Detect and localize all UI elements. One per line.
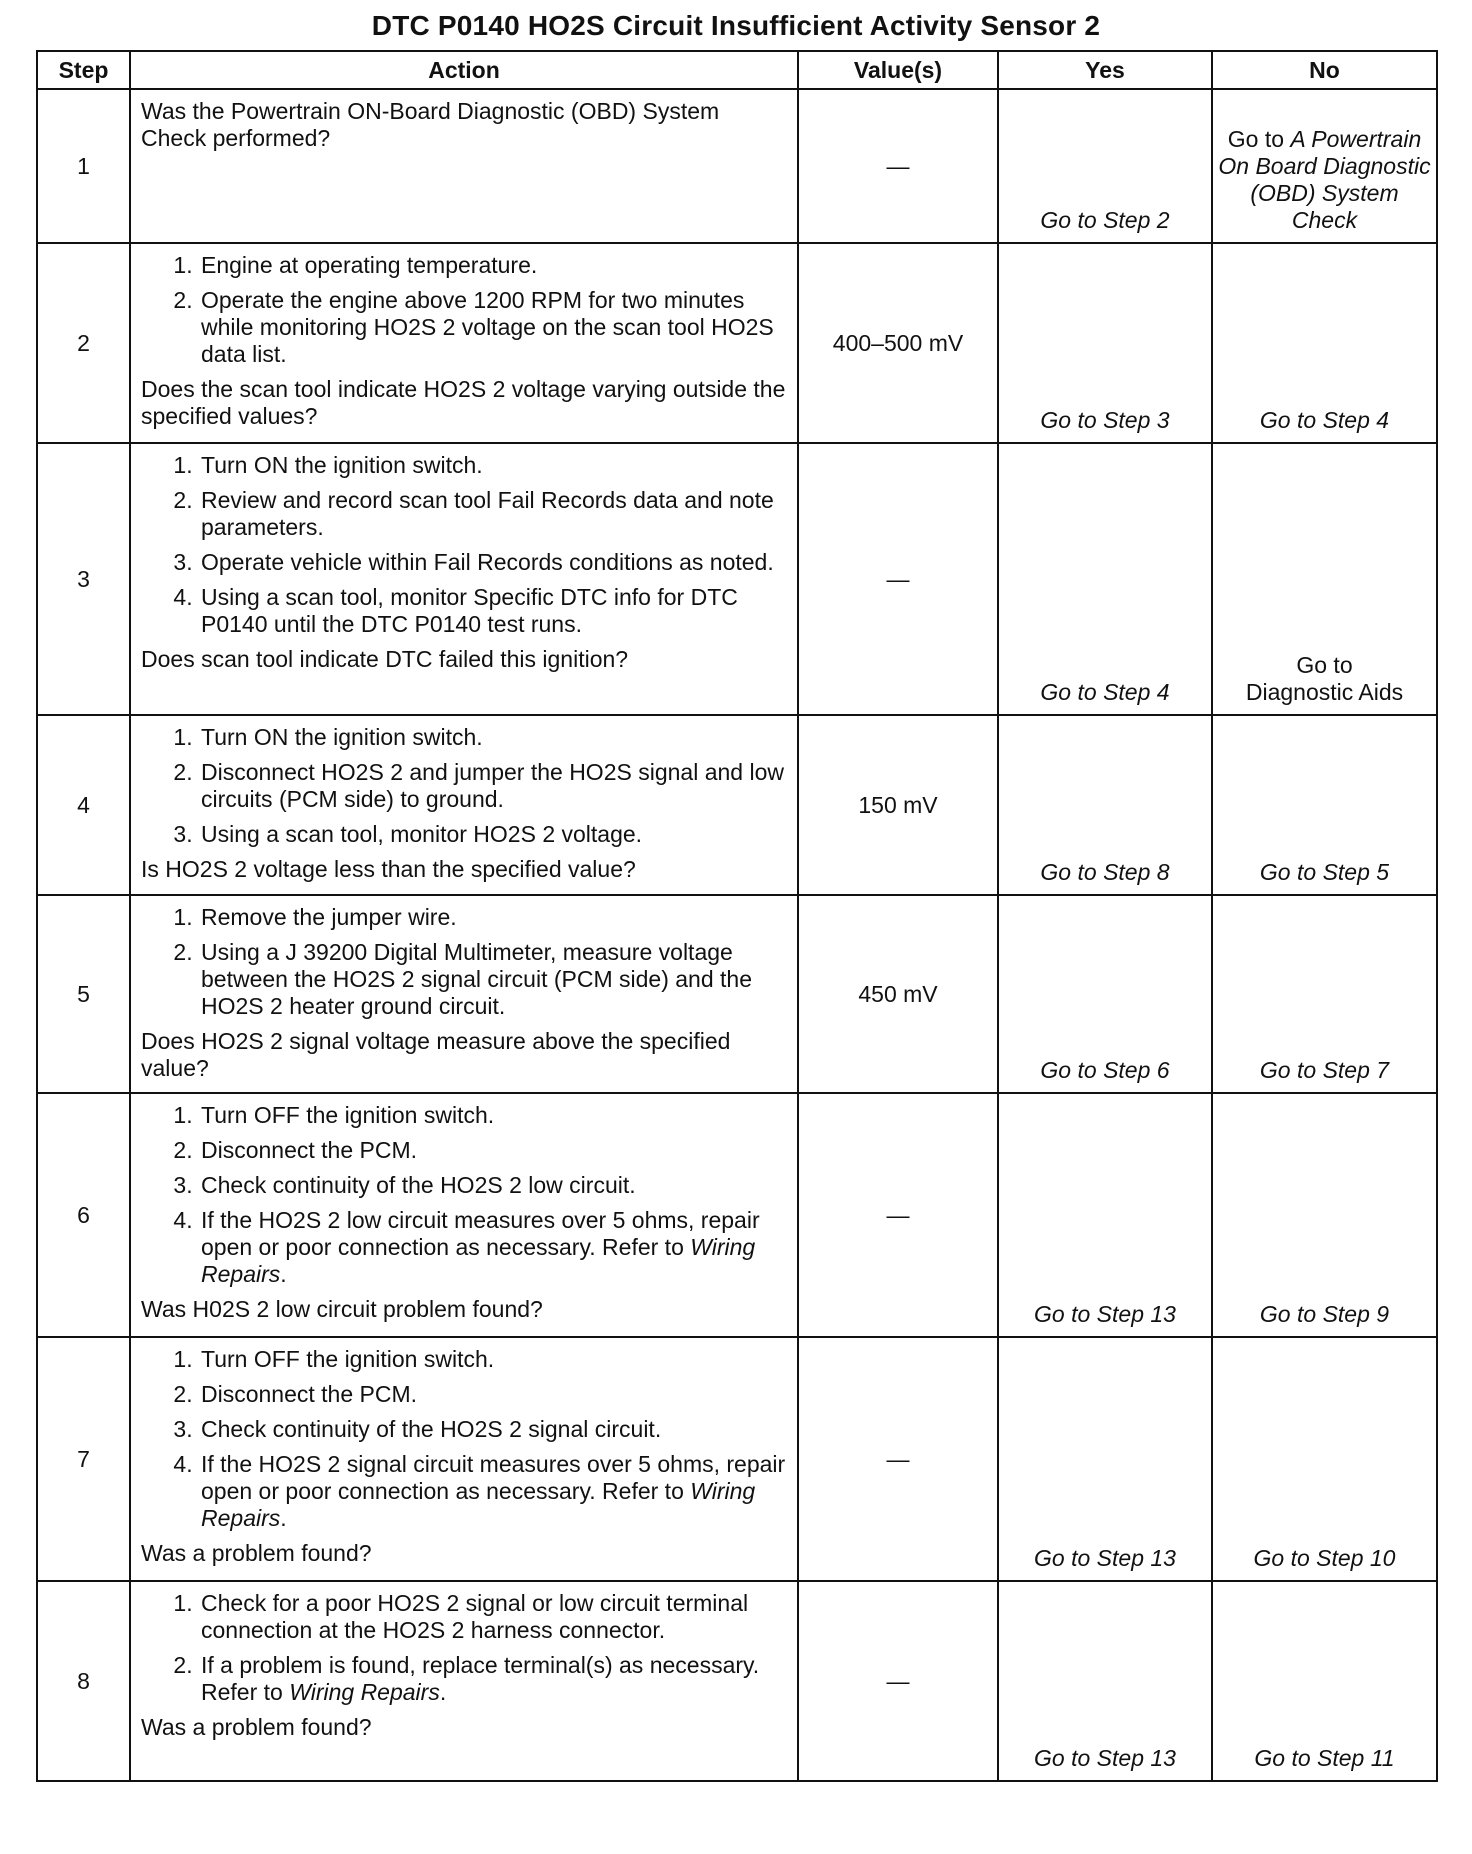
value-cell: — [798,1337,998,1581]
yes-link[interactable]: Go to Step 13 [998,1093,1212,1337]
yes-link[interactable]: Go to Step 13 [998,1581,1212,1781]
no-link[interactable]: Go to Step 10 [1212,1337,1437,1581]
action-item: 1. Check for a poor HO2S 2 signal or low circuit terminal connection at the HO2S 2 harness connector. [199,1590,789,1644]
action-item: 3. Operate vehicle within Fail Records conditions as noted. [199,549,789,576]
step-question: Does HO2S 2 signal voltage measure above the specified value? [141,1028,731,1081]
step-question: Does the scan tool indicate HO2S 2 voltage varying outside the specified values? [141,376,786,429]
table-row [37,443,1437,715]
no-cell [1212,443,1437,715]
step-question: Was the Powertrain ON-Board Diagnostic (OBD) System Check performed? [141,98,720,151]
header-action: Action [130,51,798,89]
action-item: 1. Remove the jumper wire. [199,904,789,931]
step-number: 1 [37,89,130,243]
step-question: Is HO2S 2 voltage less than the specified value? [141,856,636,882]
action-item: 2. Disconnect the PCM. [199,1137,789,1164]
value-cell: 400–500 mV [798,243,998,443]
value-cell: — [798,443,998,715]
no-link[interactable]: Go to Step 4 [1212,243,1437,443]
action-item: 3. Check continuity of the HO2S 2 signal circuit. [199,1416,789,1443]
step-number: 5 [37,895,130,1093]
step-question: Was a problem found? [141,1540,372,1566]
action-item-text: If the HO2S 2 low circuit measures over 5 ohms, repair open or poor connection as necessary. Refer to [201,1207,760,1260]
step-question: Was H02S 2 low circuit problem found? [141,1296,543,1322]
action-list [141,452,789,638]
action-item: 1. Engine at operating temperature. [199,252,789,279]
no-prefix: Go to [1227,126,1285,152]
no-link[interactable]: Go to Step 11 [1212,1581,1437,1781]
action-list [141,1102,789,1288]
action-cell [130,443,798,715]
header-values: Value(s) [798,51,998,89]
header-step: Step [37,51,130,89]
step-question: Was a problem found? [141,1714,372,1740]
action-item: 2. Review and record scan tool Fail Records data and note parameters. [199,487,789,541]
yes-link[interactable]: Go to Step 6 [998,895,1212,1093]
action-item [199,1652,789,1706]
action-item-text: If the HO2S 2 signal circuit measures over 5 ohms, repair open or poor connection as necessary. Refer to [201,1451,786,1504]
step-number: 2 [37,243,130,443]
no-link[interactable]: Go to Step 7 [1212,895,1437,1093]
yes-link[interactable]: Go to Step 3 [998,243,1212,443]
action-item-end: . [280,1505,287,1531]
action-item: 3. Using a scan tool, monitor HO2S 2 voltage. [199,821,789,848]
table-row [37,243,1437,443]
table-row [37,1337,1437,1581]
no-cell [1212,89,1437,243]
no-link[interactable]: Go to Step 9 [1212,1093,1437,1337]
header-yes: Yes [998,51,1212,89]
wiring-repairs-link[interactable]: Wiring Repairs [201,1478,756,1531]
action-item-text: If a problem is found, replace terminal(s) as necessary. Refer to [201,1652,760,1705]
action-cell [130,1337,798,1581]
diagnostic-table [36,50,1438,1782]
wiring-repairs-link[interactable]: Wiring Repairs [201,1234,756,1287]
table-row [37,715,1437,895]
action-item [199,1451,789,1532]
action-item-end: . [280,1261,287,1287]
action-item: 2. Operate the engine above 1200 RPM for two minutes while monitoring HO2S 2 voltage on the scan tool HO2S data list. [199,287,789,368]
action-item: 3. Check continuity of the HO2S 2 low circuit. [199,1172,789,1199]
action-cell [130,1581,798,1781]
step-number: 3 [37,443,130,715]
action-cell [130,715,798,895]
page-title: DTC P0140 HO2S Circuit Insufficient Activity Sensor 2 [371,10,1101,41]
value-cell: 150 mV [798,715,998,895]
action-list [141,252,789,368]
action-item: 1. Turn OFF the ignition switch. [199,1346,789,1373]
step-question: Does scan tool indicate DTC failed this ignition? [141,646,629,672]
action-cell [130,1093,798,1337]
action-item: 1. Turn OFF the ignition switch. [199,1102,789,1129]
yes-link[interactable]: Go to Step 13 [998,1337,1212,1581]
action-list [141,904,789,1020]
table-row [37,1093,1437,1337]
action-item-end: . [439,1679,447,1705]
action-item: 1. Turn ON the ignition switch. [199,724,789,751]
step-number: 4 [37,715,130,895]
table-row [37,895,1437,1093]
action-cell [130,895,798,1093]
step-number: 7 [37,1337,130,1581]
value-cell: — [798,1581,998,1781]
table-header-row [37,51,1437,89]
value-cell: — [798,1093,998,1337]
step-number: 8 [37,1581,130,1781]
yes-link[interactable]: Go to Step 8 [998,715,1212,895]
action-list [141,724,789,848]
yes-link[interactable]: Go to Step 2 [998,89,1212,243]
step-number: 6 [37,1093,130,1337]
header-no: No [1212,51,1437,89]
no-link[interactable]: A Powertrain On Board Diagnostic (OBD) System Check [1218,126,1431,233]
action-item: 2. Disconnect the PCM. [199,1381,789,1408]
wiring-repairs-link[interactable]: Wiring Repairs [289,1679,440,1705]
action-item [199,1207,789,1288]
no-link[interactable]: Go to Step 5 [1212,715,1437,895]
action-list [141,1590,789,1706]
action-cell [130,89,798,243]
yes-link[interactable]: Go to Step 4 [998,443,1212,715]
action-item: 2. Using a J 39200 Digital Multimeter, measure voltage between the HO2S 2 signal circuit (PCM side) and the HO2S 2 heater ground circuit. [199,939,789,1020]
no-link[interactable]: Diagnostic Aids [1245,679,1404,705]
action-cell [130,243,798,443]
table-row [37,1581,1437,1781]
value-cell: 450 mV [798,895,998,1093]
table-row [37,89,1437,243]
no-prefix: Go to [1296,652,1353,678]
action-item: 1. Turn ON the ignition switch. [199,452,789,479]
action-item: 4. Using a scan tool, monitor Specific DTC info for DTC P0140 until the DTC P0140 test runs. [199,584,789,638]
action-item: 2. Disconnect HO2S 2 and jumper the HO2S signal and low circuits (PCM side) to ground. [199,759,789,813]
action-list [141,1346,789,1532]
value-cell: — [798,89,998,243]
